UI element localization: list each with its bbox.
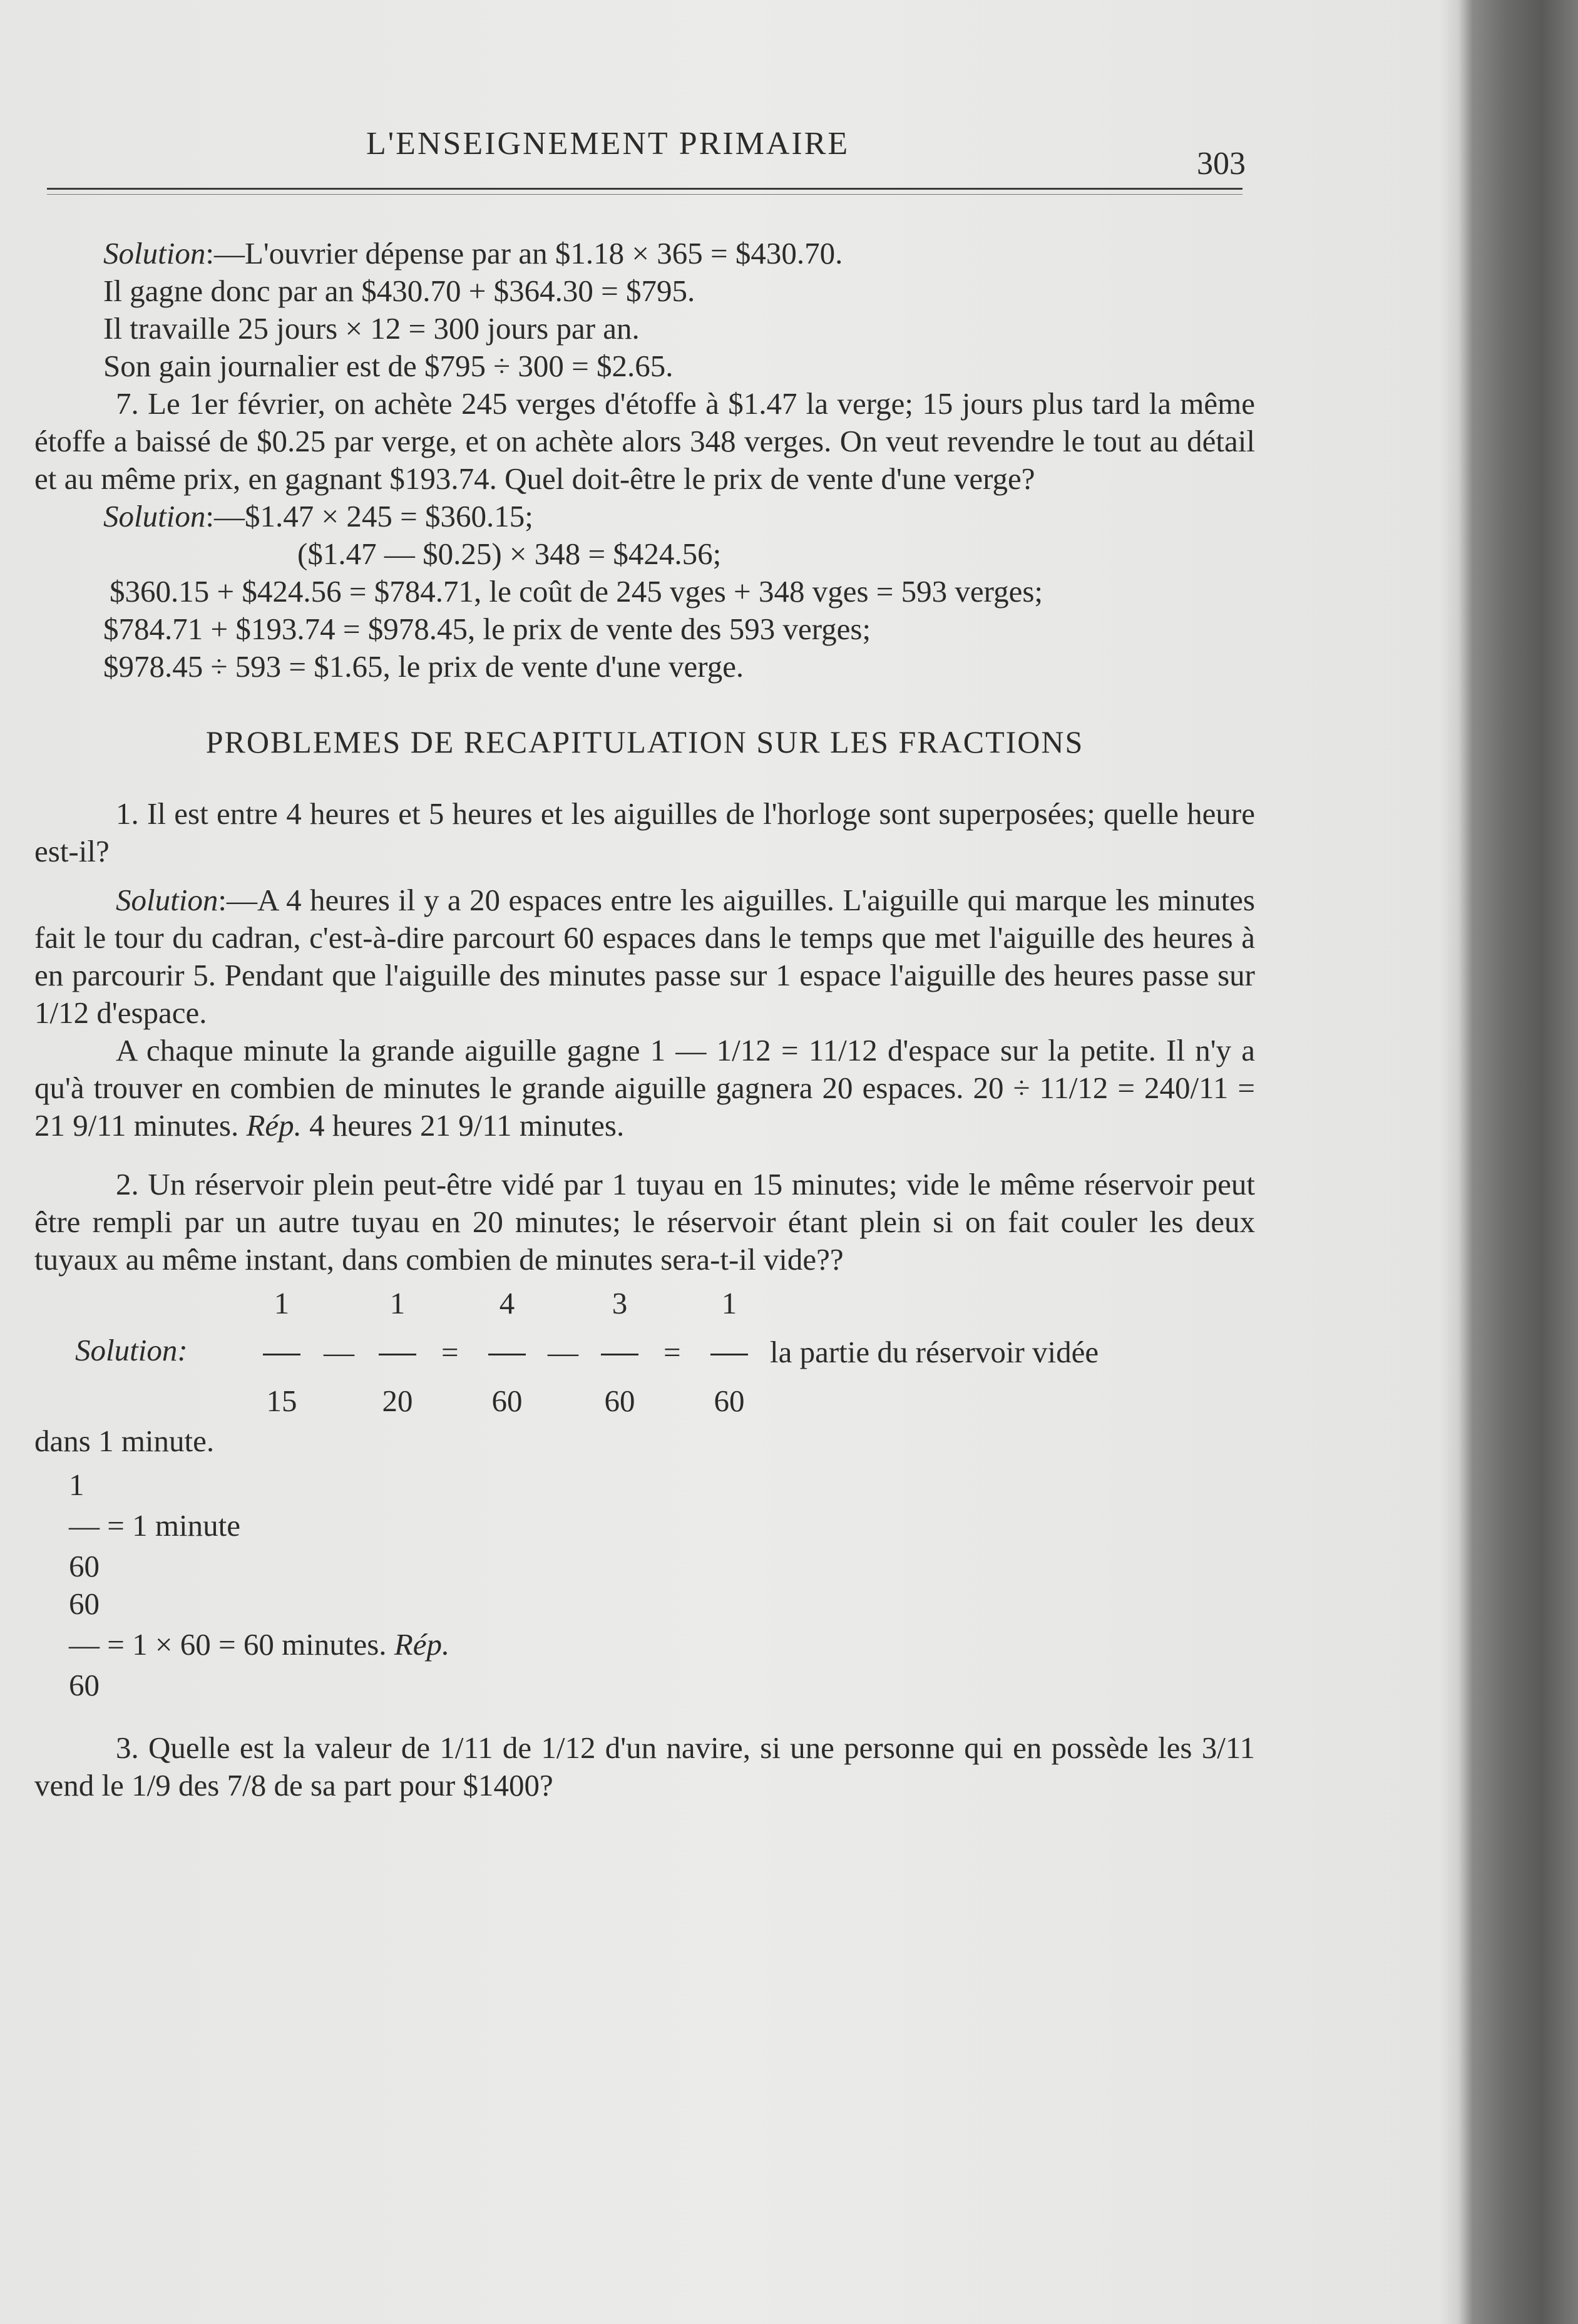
problem-2-equation	[34, 1278, 1255, 1422]
problem-1-solution-para-1: Solution:—A 4 heures il y a 20 espaces entre les aiguilles. L'aiguille qui marque les minutes fait le tour du cadran, c'est-à-dire parcourt 60 espaces dans le temps que met l'aiguille des heures à en parcourir 5. Pendant que l'aiguille des minutes passe sur 1 espace l'aiguille des heures passe sur 1/12 d'espace.	[34, 883, 1255, 1030]
problem-3-text: 3. Quelle est la valeur de 1/11 de 1/12 d'un navire, si une personne qui en possède les 3/11 vend le 1/9 des 7/8 de sa part pour $1400?	[34, 1730, 1256, 1802]
fraction: 240/11	[1144, 1071, 1229, 1105]
step-1-numerator: 1	[69, 1468, 85, 1502]
problem-7-solution-line-4: $784.71 + $193.74 = $978.45, le prix de vente des 593 verges;	[103, 612, 871, 646]
running-head: L'ENSEIGNEMENT PRIMAIRE	[366, 126, 850, 162]
header-rule	[47, 188, 1242, 190]
step-1-denominator: 60	[69, 1549, 100, 1583]
problem-1-solution-para-2: A chaque minute la grande aiguille gagne 1 — 1/12 = 11/12 d'espace sur la petite. Il n'y a qu'à trouver en combien de minutes le grande aiguille gagnera 20 espaces. 20 ÷ 11/12 = 240/11 = 21 9/11 minutes. Rép. 4 heures 21 9/11 minutes.	[34, 1033, 1256, 1143]
solution-label: Solution	[103, 499, 206, 533]
problem-7-solution-line-5: $978.45 ÷ 593 = $1.65, le prix de vente d'une verge.	[103, 649, 744, 684]
header-rule-thin	[47, 194, 1242, 195]
minus-sign: —	[548, 1335, 578, 1369]
equals-sign: =	[441, 1335, 459, 1369]
fraction: 11/12	[1039, 1071, 1109, 1105]
fraction: 7/8	[227, 1768, 267, 1802]
reponse-label: Rép.	[246, 1108, 302, 1143]
fraction: 1/12	[541, 1730, 596, 1765]
step-2-numerator: 60	[69, 1586, 100, 1621]
problem-7-text: 7. Le 1er février, on achète 245 verges d'étoffe à $1.47 la verge; 15 jours plus tard la même étoffe a baissé de $0.25 par verge, et on achète alors 348 verges. On veut revendre le tout au détail et au même prix, en gagnant $193.74. Quel doit-être le prix de vente d'une verge?	[34, 386, 1255, 496]
solution-6-line-2: Il gagne donc par an $430.70 + $364.30 = $795.	[103, 274, 695, 308]
solution-6-line-3: Il travaille 25 jours × 12 = 300 jours par an.	[103, 311, 640, 346]
step-2-equation: — = 1 × 60 = 60 minutes. Rép.	[69, 1627, 450, 1662]
fraction-1-60: 1 60	[701, 1278, 757, 1423]
solution-6-line-1: Solution:—L'ouvrier dépense par an $1.18 × 365 = $430.70.	[103, 236, 843, 270]
step-2-denominator: 60	[69, 1668, 100, 1702]
problem-7-solution-line-2: ($1.47 — $0.25) × 348 = $424.56;	[297, 537, 722, 571]
minus-sign: —	[324, 1335, 354, 1369]
fraction-1-20: 1 20	[369, 1278, 426, 1423]
problem-2-text: 2. Un réservoir plein peut-être vidé par 1 tuyau en 15 minutes; vide le même réservoir peut être rempli par un autre tuyau en 20 minutes; le réservoir étant plein si on fait couler les deux tuyaux au même instant, dans combien de minutes sera-t-il vide??	[34, 1167, 1255, 1277]
reponse-label: Rép.	[394, 1627, 450, 1662]
solution-label: Solution	[103, 236, 206, 270]
fraction: 1/12	[34, 995, 90, 1030]
fraction-3-60: 3 60	[592, 1278, 648, 1423]
fraction: 9/11	[458, 1108, 512, 1143]
equation-tail: la partie du réservoir vidée	[770, 1335, 1099, 1369]
fraction-4-60: 4 60	[479, 1278, 535, 1423]
solution-label: Solution:	[75, 1333, 188, 1367]
page-content	[34, 235, 1255, 1804]
fraction: 1/11	[439, 1730, 493, 1765]
equals-sign: =	[663, 1335, 681, 1369]
section-title: PROBLEMES DE RECAPITULATION SUR LES FRACTIONS	[205, 724, 1084, 759]
solution-label: Solution	[116, 883, 218, 917]
problem-2-steps	[69, 1460, 1255, 1729]
fraction: 9/11	[73, 1108, 126, 1143]
problem-2-tail-line: dans 1 minute.	[34, 1424, 215, 1458]
fraction: 1/12	[716, 1033, 771, 1067]
fraction: 1/9	[131, 1768, 171, 1802]
page-number: 303	[1197, 146, 1246, 182]
fraction: 11/12	[808, 1033, 878, 1067]
step-1-equation: — = 1 minute	[69, 1508, 240, 1543]
page-header	[0, 119, 1458, 182]
solution-6-line-4: Son gain journalier est de $795 ÷ 300 = $2.65.	[103, 349, 674, 383]
problem-7-solution-line-3: $360.15 + $424.56 = $784.71, le coût de 245 vges + 348 vges = 593 verges;	[110, 574, 1043, 609]
fraction-1-15: 1 15	[254, 1278, 310, 1423]
fraction: 3/11	[1201, 1730, 1256, 1765]
book-spine	[1458, 0, 1578, 2324]
problem-1-text: 1. Il est entre 4 heures et 5 heures et les aiguilles de l'horloge sont superposées; quelle heure est-il?	[34, 796, 1255, 868]
problem-7-solution-line-1: Solution:—$1.47 × 245 = $360.15;	[103, 499, 533, 533]
